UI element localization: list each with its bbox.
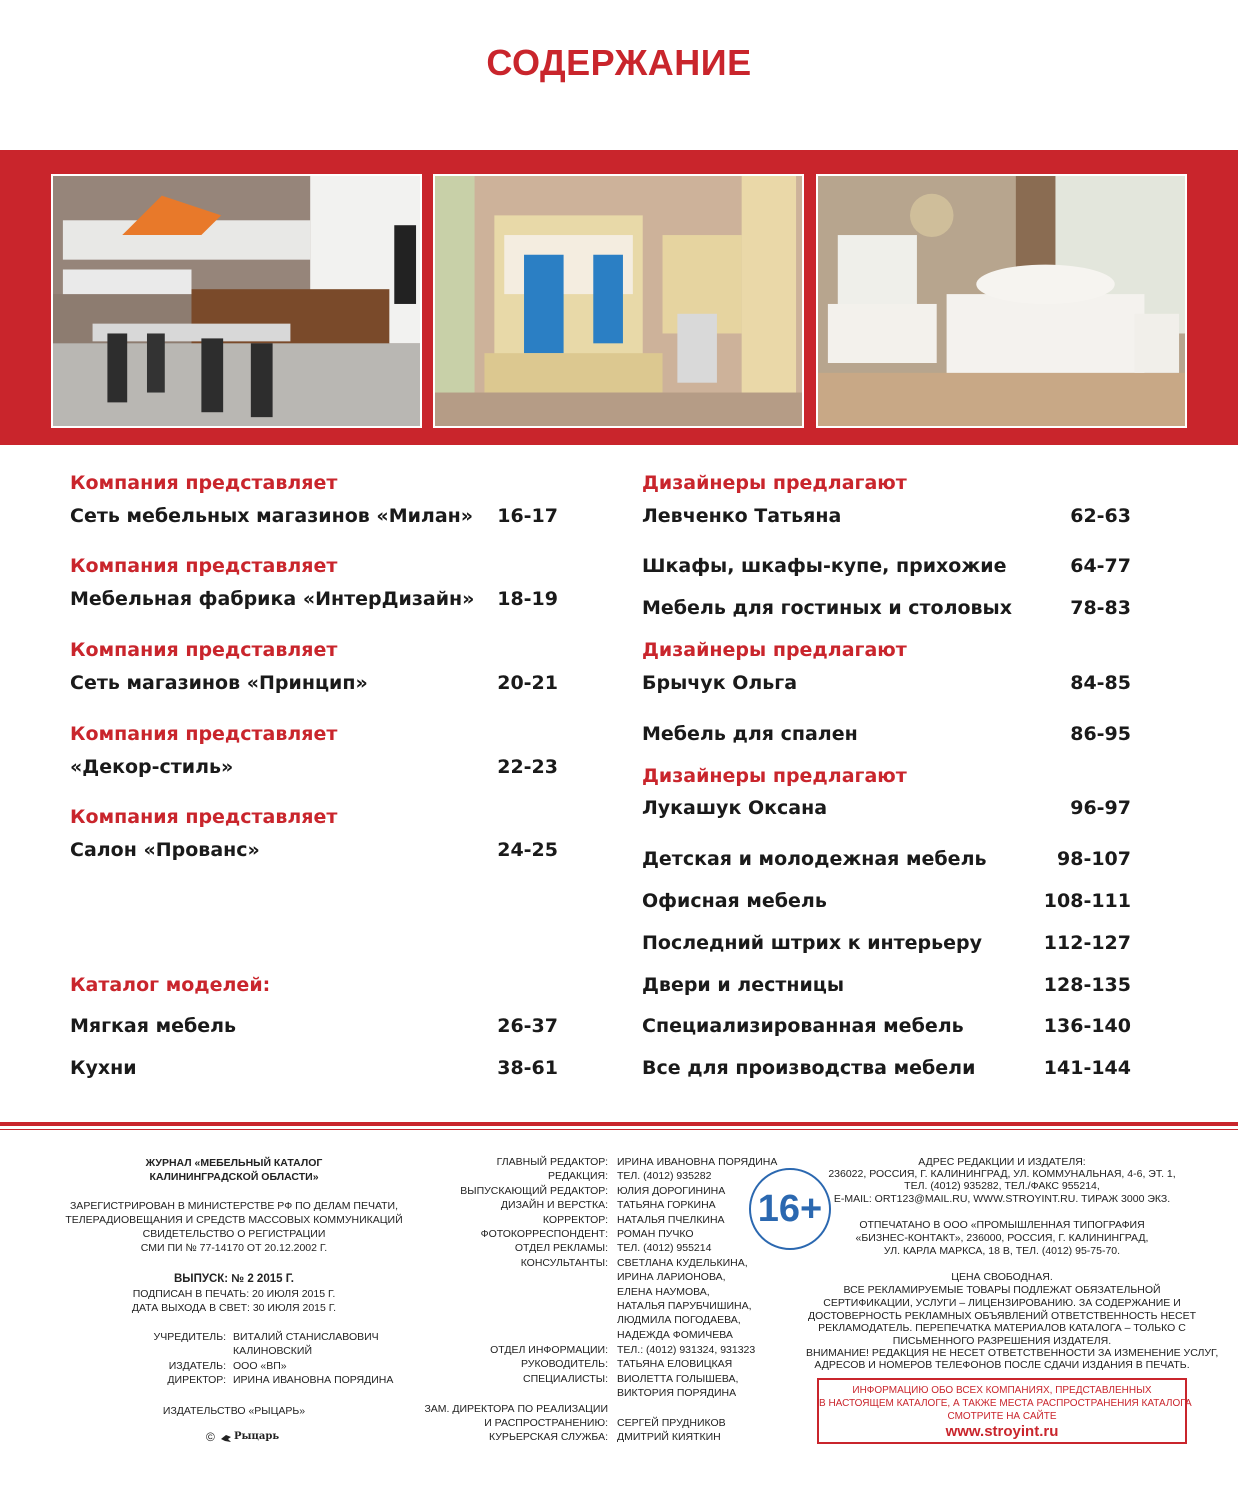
toc-entry-pages: 22-23 [497, 756, 558, 778]
legal-line: АДРЕСОВ И НОМЕРОВ ТЕЛЕФОНОВ ПОСЛЕ СДАЧИ ИЗДАНИЯ В ПЕЧАТЬ. [814, 1359, 1190, 1371]
toc-entry-pages: 108-111 [1043, 890, 1131, 912]
toc-entry-pages: 38-61 [497, 1057, 558, 1079]
section-title: Дизайнеры предлагают [642, 639, 907, 661]
toc-entry-pages: 78-83 [1070, 597, 1131, 619]
signed-date: ПОДПИСАН В ПЕЧАТЬ: 20 ИЮЛЯ 2015 Г. [132, 1288, 336, 1300]
toc-entry-title: Лукашук Оксана [642, 797, 828, 819]
toc-entry-pages: 96-97 [1070, 797, 1131, 819]
toc-entry-title: Двери и лестницы [642, 974, 845, 996]
toc-entry-title: Мебель для спален [642, 723, 858, 745]
section-title: Компания представляет [70, 639, 338, 661]
address-line: АДРЕС РЕДАКЦИИ И ИЗДАТЕЛЯ: [918, 1156, 1086, 1168]
bedroom-photo [816, 174, 1187, 428]
staff-role: ДИЗАЙН И ВЕРСТКА: [500, 1199, 608, 1212]
section-title: Компания представляет [70, 555, 338, 577]
legal-line: СЕРТИФИКАЦИИ, УСЛУГИ – ЛИЦЕНЗИРОВАНИЮ. ЗА СОДЕРЖАНИЕ И [823, 1297, 1181, 1309]
publishing-house: ИЗДАТЕЛЬСТВО «РЫЦАРЬ» [162, 1405, 306, 1417]
staff-role: ЗАМ. ДИРЕКТОРА ПО РЕАЛИЗАЦИИ [424, 1402, 608, 1415]
staff-name: СЕРГЕЙ ПРУДНИКОВ [617, 1416, 726, 1429]
staff-role: КОНСУЛЬТАНТЫ: [520, 1256, 608, 1269]
page-title: СОДЕРЖАНИЕ [486, 42, 752, 83]
toc-entry-pages: 128-135 [1043, 974, 1131, 996]
staff-name: ТЕЛ. (4012) 955214 [617, 1242, 712, 1255]
toc-entry-pages: 98-107 [1057, 848, 1131, 870]
staff-name: ВИКТОРИЯ ПОРЯДИНА [617, 1387, 737, 1400]
staff-name: ЮЛИЯ ДОРОГИНИНА [617, 1184, 726, 1197]
staff-name: РОМАН ПУЧКО [617, 1228, 694, 1240]
staff-name: НАТАЛЬЯ ПЧЕЛКИНА [617, 1213, 725, 1226]
staff-row [412, 1343, 812, 1357]
toc-entry-pages: 86-95 [1070, 723, 1131, 745]
staff-name: ТЕЛ. (4012) 935282 [617, 1170, 712, 1183]
registration-line: ЗАРЕГИСТРИРОВАН В МИНИСТЕРСТВЕ РФ ПО ДЕЛАМ ПЕЧАТИ, [69, 1200, 399, 1212]
toc-entry-pages: 62-63 [1070, 505, 1131, 527]
kitchen-photo [51, 174, 422, 428]
toc-entry-title: Специализированная мебель [642, 1015, 964, 1037]
legal-line: ВСЕ РЕКЛАМИРУЕМЫЕ ТОВАРЫ ПОДЛЕЖАТ ОБЯЗАТЕЛЬНОЙ [843, 1284, 1161, 1296]
copyright-sign: © [206, 1430, 215, 1444]
journal-name-line: ЖУРНАЛ «МЕБЕЛЬНЫЙ КАТАЛОГ [145, 1157, 323, 1169]
registration-line: СМИ ПИ № 77-14170 ОТ 20.12.2002 Г. [140, 1242, 328, 1254]
toc-entry-title: Последний штрих к интерьеру [642, 932, 983, 954]
toc-entry-pages: 141-144 [1043, 1057, 1131, 1079]
staff-row [412, 1372, 812, 1386]
registration-line: ТЕЛЕРАДИОВЕЩАНИЯ И СРЕДСТВ МАССОВЫХ КОММУНИКАЦИЙ [65, 1214, 403, 1226]
staff-row [412, 1241, 812, 1255]
toc-entry-title: Салон «Прованс» [70, 839, 260, 861]
staff-name: НАТАЛЬЯ ПАРУБЧИШИНА, [617, 1300, 752, 1312]
staff-row [412, 1430, 812, 1444]
section-title: Дизайнеры предлагают [642, 472, 907, 494]
staff-name: ИРИНА ИВАНОВНА ПОРЯДИНА [617, 1156, 778, 1168]
staff-role: ОТДЕЛ РЕКЛАМЫ: [514, 1242, 608, 1255]
staff-role: ВЫПУСКАЮЩИЙ РЕДАКТОР: [460, 1184, 608, 1197]
website-link[interactable]: www.stroyint.ru [945, 1423, 1059, 1440]
toc-entry-title: Кухни [70, 1057, 137, 1079]
registration-line: СВИДЕТЕЛЬСТВО О РЕГИСТРАЦИИ [142, 1228, 326, 1240]
journal-name-line: КАЛИНИНГРАДСКОЙ ОБЛАСТИ» [149, 1171, 319, 1183]
toc-entry-pages: 136-140 [1043, 1015, 1131, 1037]
toc-entry-title: Сеть мебельных магазинов «Милан» [70, 505, 474, 527]
website-notice-box [817, 1378, 1192, 1444]
footer-divider [0, 1122, 1238, 1126]
staff-role: РУКОВОДИТЕЛЬ: [521, 1358, 608, 1371]
publisher-name: ООО «ВП» [233, 1360, 287, 1372]
founder-name: КАЛИНОВСКИЙ [233, 1345, 312, 1357]
toc-entry-title: «Декор-стиль» [70, 756, 234, 778]
footer-divider-thin [0, 1129, 1238, 1130]
release-date: ДАТА ВЫХОДА В СВЕТ: 30 ИЮЛЯ 2015 Г. [131, 1302, 337, 1314]
address-line: E-MAIL: ORT123@MAIL.RU, WWW.STROYINT.RU. ТИРАЖ 3000 ЭКЗ. [833, 1193, 1171, 1205]
toc-entry-title: Брычук Ольга [642, 672, 798, 694]
toc-entry-title: Шкафы, шкафы-купе, прихожие [642, 555, 1007, 577]
staff-role: ФОТОКОРРЕСПОНДЕНТ: [480, 1228, 608, 1240]
staff-name: ИРИНА ЛАРИОНОВА, [617, 1271, 726, 1284]
toc-entry-pages: 112-127 [1043, 932, 1131, 954]
staff-name: ТАТЬЯНА ГОРКИНА [617, 1199, 716, 1212]
publisher-label: ИЗДАТЕЛЬ: [168, 1360, 226, 1372]
address-line: 236022, РОССИЯ, Г. КАЛИНИНГРАД, УЛ. КОММУНАЛЬНАЯ, 4-6, ЭТ. 1, [828, 1168, 1176, 1180]
age-rating-badge: 16+ [749, 1168, 831, 1250]
toc-entry-pages: 20-21 [497, 672, 558, 694]
section-title: Компания представляет [70, 723, 338, 745]
founder-name: ВИТАЛИЙ СТАНИСЛАВОВИЧ [233, 1331, 379, 1343]
section-title: Компания представляет [70, 806, 338, 828]
address-line: ТЕЛ. (4012) 935282, ТЕЛ./ФАКС 955214, [904, 1180, 1100, 1192]
staff-role: КОРРЕКТОР: [542, 1213, 608, 1226]
staff-role: ОТДЕЛ ИНФОРМАЦИИ: [490, 1344, 608, 1356]
staff-role: ГЛАВНЫЙ РЕДАКТОР: [496, 1156, 608, 1168]
staff-row [412, 1285, 812, 1299]
staff-row [412, 1169, 812, 1183]
publisher-logo-text: Рыцарь [234, 1431, 280, 1442]
toc-entry-title: Мягкая мебель [70, 1015, 237, 1037]
toc-entry-pages: 84-85 [1070, 672, 1131, 694]
staff-name: ВИОЛЕТТА ГОЛЫШЕВА, [617, 1372, 739, 1385]
staff-row [412, 1155, 812, 1169]
staff-row [412, 1357, 812, 1371]
staff-role: И РАСПРОСТРАНЕНИЮ: [484, 1416, 608, 1429]
staff-name: НАДЕЖДА ФОМИЧЕВА [617, 1328, 733, 1341]
legal-line: РЕКЛАМОДАТЕЛЬ. ПЕРЕПЕЧАТКА МАТЕРИАЛОВ КАТАЛОГА – ТОЛЬКО С [818, 1322, 1186, 1334]
founder-label: УЧРЕДИТЕЛЬ: [153, 1331, 226, 1343]
toc-entry-pages: 26-37 [497, 1015, 558, 1037]
director-name: ИРИНА ИВАНОВНА ПОРЯДИНА [233, 1374, 394, 1386]
toc-entry-pages: 24-25 [497, 839, 558, 861]
staff-row [412, 1416, 812, 1430]
director-label: ДИРЕКТОР: [167, 1374, 226, 1386]
staff-name: СВЕТЛАНА КУДЕЛЬКИНА, [617, 1256, 748, 1269]
staff-row [412, 1328, 812, 1342]
toc-entry-title: Детская и молодежная мебель [642, 848, 987, 870]
print-line: УЛ. КАРЛА МАРКСА, 18 В, ТЕЛ. (4012) 95-75-70. [883, 1245, 1121, 1257]
staff-name: ЕЛЕНА НАУМОВА, [617, 1285, 710, 1298]
photo-band [0, 150, 1238, 445]
staff-row [412, 1402, 812, 1416]
catalog-section-title: Каталог моделей: [70, 974, 271, 996]
staff-row [412, 1270, 812, 1284]
toc-entry-title: Все для производства мебели [642, 1057, 976, 1079]
staff-row [412, 1299, 812, 1313]
staff-row [412, 1227, 812, 1241]
legal-line: ЦЕНА СВОБОДНАЯ. [951, 1271, 1053, 1283]
toc-entry-pages: 16-17 [497, 505, 558, 527]
section-title: Компания представляет [70, 472, 338, 494]
staff-name: ДМИТРИЙ КИЯТКИН [617, 1431, 721, 1444]
staff-role: СПЕЦИАЛИСТЫ: [523, 1372, 608, 1385]
staff-row [412, 1256, 812, 1270]
toc-entry-title: Мебельная фабрика «ИнтерДизайн» [70, 588, 475, 610]
toc-entry-title: Левченко Татьяна [642, 505, 842, 527]
legal-line: ВНИМАНИЕ! РЕДАКЦИЯ НЕ НЕСЕТ ОТВЕТСТВЕННОСТИ ЗА ИЗМЕНЕНИЕ УСЛУГ, [806, 1347, 1219, 1359]
toc-entry-title: Офисная мебель [642, 890, 827, 912]
staff-name: ТАТЬЯНА ЕЛОВИЦКАЯ [617, 1358, 733, 1371]
print-line: ОТПЕЧАТАНО В ООО «ПРОМЫШЛЕННАЯ ТИПОГРАФИЯ [859, 1219, 1145, 1231]
issue-number: ВЫПУСК: № 2 2015 Г. [174, 1273, 294, 1285]
legal-line: ПИСЬМЕННОГО РАЗРЕШЕНИЯ ИЗДАТЕЛЯ. [892, 1335, 1112, 1347]
staff-role: КУРЬЕРСКАЯ СЛУЖБА: [489, 1431, 608, 1444]
notice-line: СМОТРИТЕ НА САЙТЕ [947, 1411, 1057, 1422]
toc-entry-pages: 18-19 [497, 588, 558, 610]
staff-row [412, 1313, 812, 1327]
print-line: «БИЗНЕС-КОНТАКТ», 236000, РОССИЯ, Г. КАЛИНИНГРАД, [855, 1232, 1149, 1244]
kids-room-photo [433, 174, 804, 428]
staff-role: РЕДАКЦИЯ: [547, 1170, 608, 1183]
toc-entry-pages: 64-77 [1070, 555, 1131, 577]
knight-logo-icon [220, 1430, 232, 1442]
staff-row [412, 1386, 812, 1400]
staff-name: ТЕЛ.: (4012) 931324, 931323 [617, 1344, 756, 1356]
legal-line: ДОСТОВЕРНОСТЬ РЕКЛАМНЫХ ОБЪЯВЛЕНИЙ ОТВЕТСТВЕННОСТЬ НЕСЕТ [807, 1310, 1197, 1322]
staff-name: ЛЮДМИЛА ПОГОДАЕВА, [617, 1314, 741, 1327]
toc-entry-title: Сеть магазинов «Принцип» [70, 672, 368, 694]
notice-line: ИНФОРМАЦИЮ ОБО ВСЕХ КОМПАНИЯХ, ПРЕДСТАВЛЕННЫХ [852, 1385, 1152, 1396]
section-title: Дизайнеры предлагают [642, 765, 907, 787]
toc-entry-title: Мебель для гостиных и столовых [642, 597, 1012, 619]
notice-line: В НАСТОЯЩЕМ КАТАЛОГЕ, А ТАКЖЕ МЕСТА РАСПРОСТРАНЕНИЯ КАТАЛОГА [819, 1398, 1192, 1409]
